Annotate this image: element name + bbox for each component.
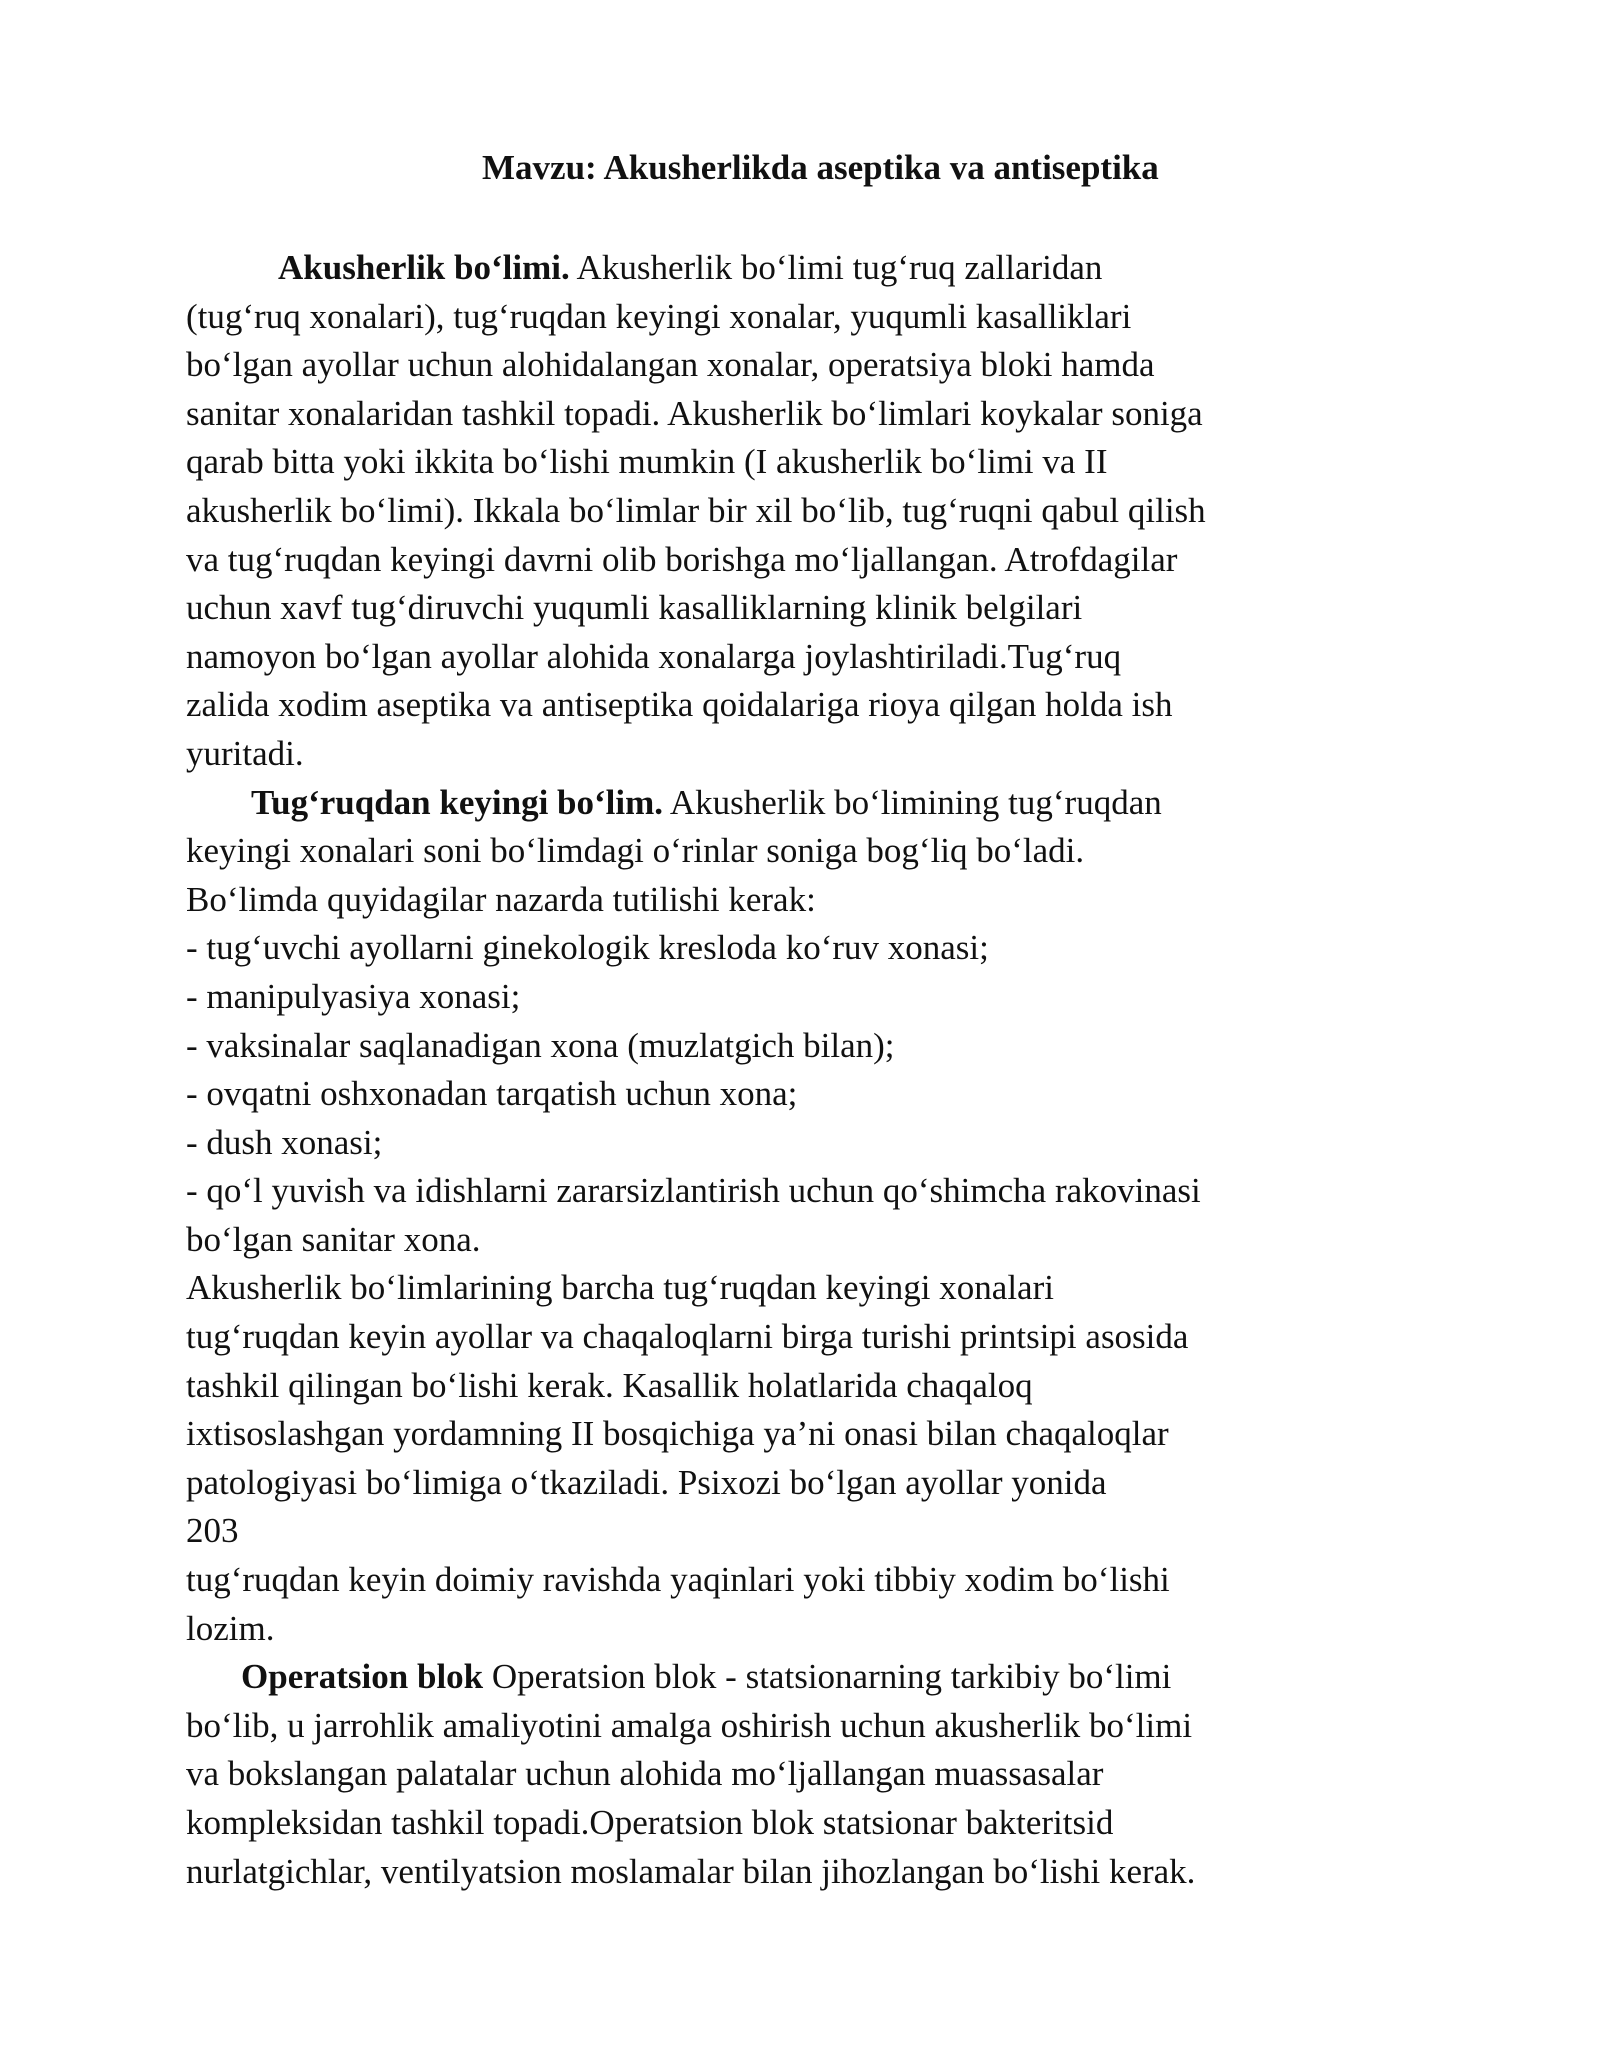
text-line: patologiyasi bo‘limiga o‘tkaziladi. Psixozi bo‘lgan ayollar yonida	[186, 1462, 1107, 1502]
document-body	[186, 244, 1336, 1896]
page-title: Mavzu: Akusherlikda aseptika va antiseptika	[482, 148, 1159, 187]
list-item: - dush xonasi;	[186, 1122, 383, 1162]
list-item: - tug‘uvchi ayollarni ginekologik kresloda ko‘ruv xonasi;	[186, 928, 989, 968]
text-line: tug‘ruqdan keyin doimiy ravishda yaqinlari yoki tibbiy xodim bo‘lishi	[186, 1560, 1170, 1600]
list-item: - ovqatni oshxonadan tarqatish uchun xona;	[186, 1074, 798, 1114]
text-line: lozim.	[186, 1608, 275, 1648]
list-item: - manipulyasiya xonasi;	[186, 976, 521, 1016]
page-number: 203	[186, 1511, 239, 1551]
text-line: bo‘lgan ayollar uchun alohidalangan xonalar, operatsiya bloki hamda	[186, 345, 1155, 385]
list-item: - qo‘l yuvish va idishlarni zararsizlantirish uchun qo‘shimcha rakovinasi	[186, 1171, 1201, 1211]
text-line: va tug‘ruqdan keyingi davrni olib borishga mo‘ljallangan. Atrofdagilar	[186, 539, 1178, 579]
section-heading-operating-block: Operatsion blok	[241, 1657, 484, 1697]
text-line: tashkil qilingan bo‘lishi kerak. Kasallik holatlarida chaqaloq	[186, 1365, 1033, 1405]
text-line: zalida xodim aseptika va antiseptika qoidalariga rioya qilgan holda ish	[186, 685, 1173, 725]
list-item: - vaksinalar saqlanadigan xona (muzlatgich bilan);	[186, 1025, 895, 1065]
text-line: akusherlik bo‘limi). Ikkala bo‘limlar bir xil bo‘lib, tug‘ruqni qabul qilish	[186, 490, 1206, 530]
text-line: va bokslangan palatalar uchun alohida mo‘ljallangan muassasalar	[186, 1754, 1104, 1794]
text-line: namoyon bo‘lgan ayollar alohida xonalarga joylashtiriladi.Tug‘ruq	[186, 636, 1122, 676]
text-line: kompleksidan tashkil topadi.Operatsion blok statsionar bakteritsid	[186, 1803, 1114, 1842]
text-line: bo‘lgan sanitar xona.	[186, 1219, 481, 1259]
text-line: bo‘lib, u jarrohlik amaliyotini amalga oshirish uchun akusherlik bo‘limi	[186, 1705, 1193, 1745]
paragraph-text: Operatsion blok - statsionarning tarkibiy bo‘limi	[483, 1657, 1172, 1697]
section-operating-block-first-line	[186, 1653, 1336, 1702]
text-line: ixtisoslashgan yordamning II bosqichiga ya’ni onasi bilan chaqaloqlar	[186, 1414, 1169, 1454]
text-line: yuritadi.	[186, 733, 304, 773]
text-line: nurlatgichlar, ventilyatsion moslamalar bilan jihozlangan bo‘lishi kerak.	[186, 1851, 1196, 1891]
text-line: Akusherlik bo‘limlarining barcha tug‘ruqdan keyingi xonalari	[186, 1268, 1054, 1308]
text-line: qarab bitta yoki ikkita bo‘lishi mumkin (I akusherlik bo‘limi va II	[186, 442, 1108, 482]
section-akusherlik-first-line	[186, 244, 1336, 293]
text-line: tug‘ruqdan keyin ayollar va chaqaloqlarni birga turishi printsipi asosida	[186, 1317, 1189, 1357]
paragraph-text: Akusherlik bo‘limining tug‘ruqdan	[663, 782, 1162, 822]
text-line: (tug‘ruq xonalari), tug‘ruqdan keyingi xonalar, yuqumli kasalliklari	[186, 296, 1132, 336]
paragraph-text: Akusherlik bo‘limi tug‘ruq zallaridan	[569, 248, 1103, 287]
text-line: sanitar xonalaridan tashkil topadi. Akusherlik bo‘limlari koykalar soniga	[186, 393, 1203, 433]
text-line: uchun xavf tug‘diruvchi yuqumli kasalliklarning klinik belgilari	[186, 588, 1083, 628]
section-postpartum-first-line	[186, 779, 1336, 828]
section-heading-akusherlik: Akusherlik bo‘limi.	[278, 248, 570, 287]
section-heading-postpartum: Tug‘ruqdan keyingi bo‘lim.	[251, 782, 664, 822]
text-line: Bo‘limda quyidagilar nazarda tutilishi kerak:	[186, 879, 816, 919]
text-line: keyingi xonalari soni bo‘limdagi o‘rinlar soniga bog‘liq bo‘ladi.	[186, 831, 1085, 871]
